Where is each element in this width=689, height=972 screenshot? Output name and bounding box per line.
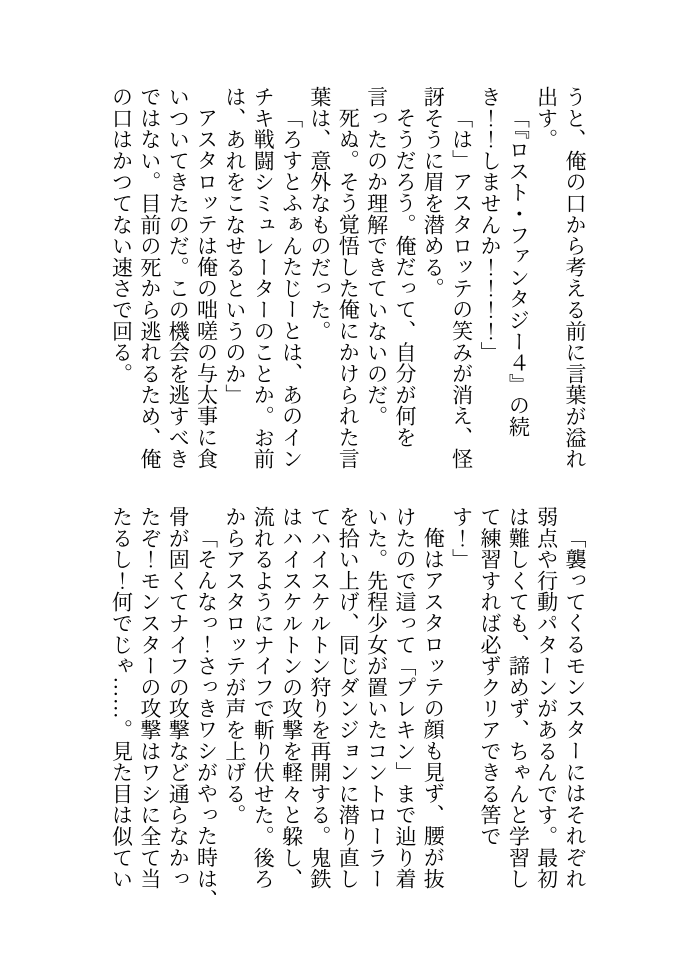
- text-line: ではない。目前の死から逃れるため、俺: [137, 86, 162, 470]
- text-block-lower: [106, 506, 589, 911]
- text-line: 「そんなっ！さっきワシがやった時は、: [194, 527, 219, 911]
- text-line: はハイスケルトンの攻撃を軽々と躱し、: [279, 506, 304, 890]
- text-line: うと、俺の口から考える前に言葉が溢れ: [563, 86, 587, 470]
- text-line: てハイスケルトン狩りを再開する。鬼鉄: [307, 506, 332, 890]
- text-line: 弱点や行動パターンがあるんです。最初: [534, 506, 559, 890]
- text-line: は難しくても、諦めず、ちゃんと学習し: [506, 506, 531, 890]
- text-line: て練習すれば必ずクリアできる筈で: [477, 506, 502, 847]
- text-line: そうだろう。俺だって、自分が何を: [392, 107, 417, 449]
- text-line: 「襲ってくるモンスターにはそれぞれ: [563, 527, 587, 890]
- text-line: 俺はアスタロッテの顔も見ず、腰が抜: [421, 527, 446, 890]
- text-line: 死ぬ。そう覚悟した俺にかけられた言: [336, 107, 361, 470]
- text-line: を拾い上げ、同じダンジョンに潜り直し: [336, 506, 361, 890]
- text-line: 出す。: [534, 86, 559, 150]
- text-line: たぞ！モンスターの攻撃はワシに全て当: [137, 506, 162, 890]
- text-line: 言ったのか理解できていないのだ。: [364, 86, 389, 427]
- text-line: 「は」アスタロッテの笑みが消え、怪: [449, 107, 474, 470]
- text-line: いついてきたのだ。この機会を逃すべき: [166, 86, 191, 470]
- text-line: 骨が固くてナイフの攻撃など通らなかっ: [166, 506, 191, 890]
- text-line: 訝そうに眉を潜める。: [421, 86, 446, 299]
- text-line: す！」: [449, 506, 474, 570]
- text-line: き！！しませんか！！！！」: [477, 86, 502, 363]
- text-line: 「ろすとふぁんたじーとは、あのイン: [279, 107, 304, 470]
- text-line: 葉は、意外なものだった。: [307, 86, 332, 342]
- text-line: チキ戦闘シミュレーターのことか。お前: [251, 86, 276, 470]
- text-line: 流れるようにナイフで斬り伏せた。後ろ: [251, 506, 276, 890]
- text-line: いた。先程少女が置いたコントローラー: [364, 506, 389, 890]
- text-line: からアスタロッテが声を上げる。: [222, 506, 247, 826]
- text-line: の口はかつてない速さで回る。: [109, 86, 134, 385]
- text-line: アスタロッテは俺の咄嗟の与太事に食: [194, 107, 219, 470]
- text-line: けたので這って「プレキン」まで辿り着: [392, 506, 417, 890]
- text-block-upper: [106, 86, 589, 470]
- text-line: は、あれをこなせるというのか」: [222, 86, 247, 406]
- text-line: たるし！何でじゃ……。見た目は似てい: [109, 506, 134, 890]
- text-line: 「『ロスト・ファンタジー４』の続: [506, 107, 531, 438]
